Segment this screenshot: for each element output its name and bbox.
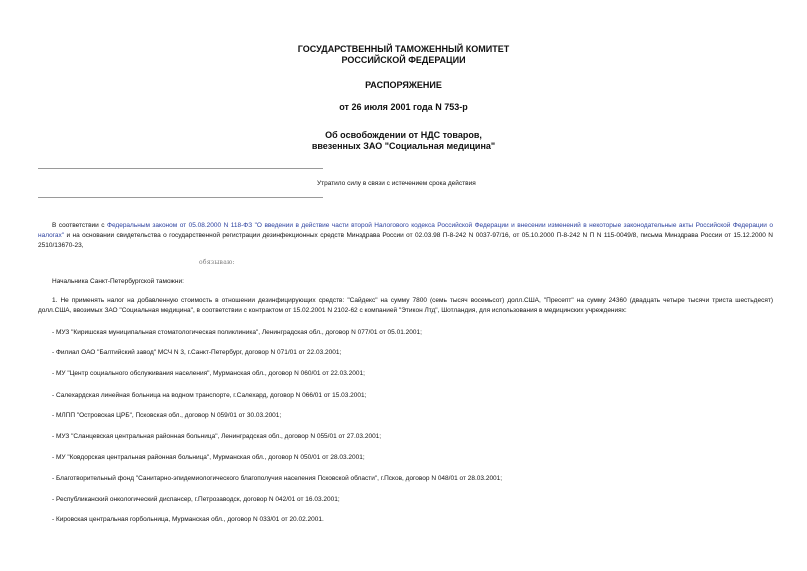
issuer-heading: [0, 44, 807, 66]
list-item: - Кировская центральная горбольница, Мурманская обл., договор N 033/01 от 20.02.2001.: [52, 516, 324, 523]
date-number: от 26 июля 2001 года N 753-р: [339, 102, 468, 112]
addressee: Начальника Санкт-Петербургской таможни:: [52, 278, 184, 285]
list-item: - МУЗ "Сланцевская центральная районная больница", Ленинградская обл., договор N 055/01 от 27.03.2001;: [52, 433, 382, 440]
doc-type: РАСПОРЯЖЕНИЕ: [365, 80, 442, 90]
intro-paragraph: [38, 221, 773, 251]
list-item: - МУ "Центр социального обслуживания населения", Мурманская обл., договор N 060/01 от 22.03.2001;: [52, 370, 365, 377]
doc-title: [0, 130, 807, 152]
list-item: - МУЗ "Киришская муниципальная стоматологическая поликлиника", Ленинградская обл., договор N 077/01 от 05.01.2001;: [52, 329, 422, 336]
doc-title-line-1: Об освобождении от НДС товаров,: [325, 130, 482, 140]
federal-law-link[interactable]: Федеральным законом от 05.08.2000 N 118-ФЗ "О введении в действие части второй Налогового кодекса Российской Федерации и внесении изменений в некоторые законодательные акты Российской Федерации о налогах": [38, 222, 773, 239]
doc-title-line-2: ввезенных ЗАО "Социальная медицина": [311, 141, 496, 151]
list-item: - Салехардская линейная больница на водном транспорте, г.Салехард, договор N 066/01 от 15.03.2001;: [52, 392, 367, 399]
list-item: - Благотворительный фонд "Санитарно-эпидемиологического благополучия населения Псковской области", г.Псков, договор N 048/01 от 28.03.2001;: [52, 475, 503, 482]
issuer-line-1: ГОСУДАРСТВЕННЫЙ ТАМОЖЕННЫЙ КОМИТЕТ: [297, 44, 510, 54]
intro-pre: В соответствии с: [52, 222, 107, 229]
divider-top: [38, 168, 323, 169]
status-note: Утратило силу в связи с истечением срока действия: [317, 180, 476, 187]
obligation-stamp: обязываю:: [199, 259, 235, 266]
issuer-line-2: РОССИЙСКОЙ ФЕДЕРАЦИИ: [341, 55, 466, 65]
list-item: - Республиканский онкологический диспансер, г.Петрозаводск, договор N 042/01 от 16.03.2001;: [52, 496, 340, 503]
list-item: - МЛПП "Островская ЦРБ", Псковская обл., договор N 059/01 от 30.03.2001;: [52, 412, 282, 419]
point-1: 1. Не применять налог на добавленную стоимость в отношении дезинфицирующих средств: "Сайдекс" на сумму 7800 (семь тысяч восемьсот) долл.США, "Пресепт" на сумму 24360 (двадцать четыре тысячи триста шестьдесят) долл.США, ввозимых ЗАО "Социальная медицина", в соответствии с контрактом от 15.02.2001 N 2102-62 с компанией "Этикон Лтд", Шотландия, для использования в медицинских учреждениях:: [38, 297, 773, 314]
list-item: - Филиал ОАО "Балтийский завод" МСЧ N 3, г.Санкт-Петербург, договор N 071/01 от 22.03.2001;: [52, 349, 342, 356]
divider-bottom: [38, 197, 323, 198]
list-item: - МУ "Ковдорская центральная районная больница", Мурманская обл., договор N 050/01 от 28.03.2001;: [52, 454, 365, 461]
intro-post: и на основании свидетельства о государственной регистрации дезинфекционных средств Минздрава России от 02.03.98 П-8-242 N 0037-97/16, от 05.10.2000 П-8-242 N П N 115-0049/8, письма Минздрава России от 15.12.2000 N 2510/13670-23,: [38, 232, 773, 249]
